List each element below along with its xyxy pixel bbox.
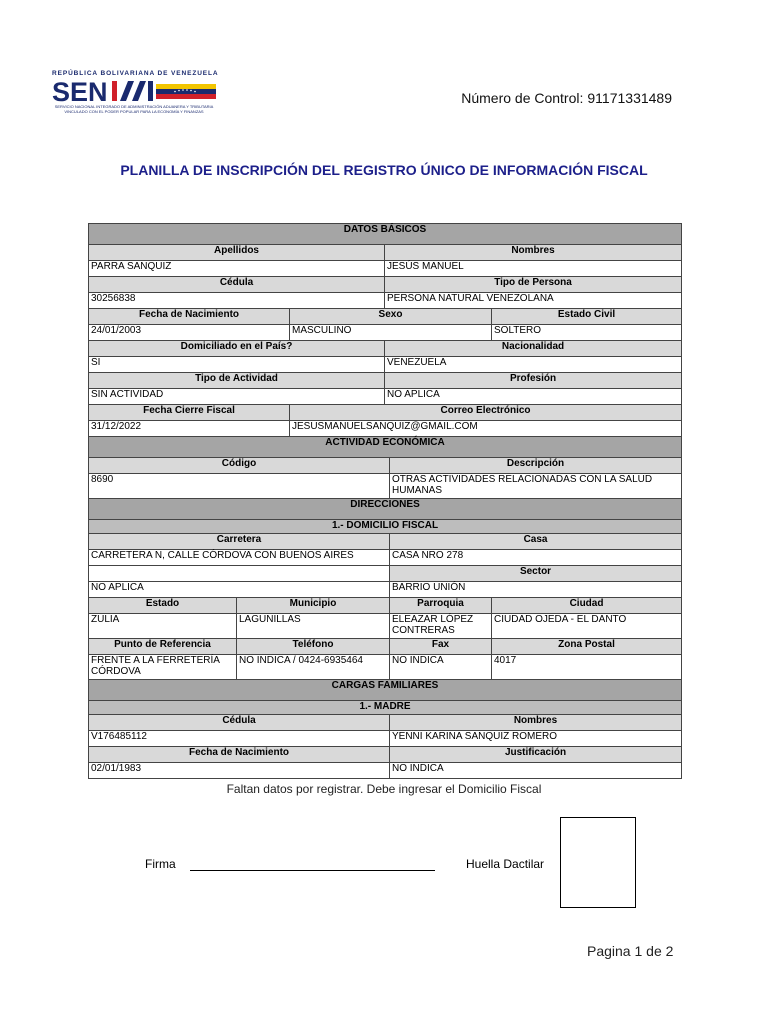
fecha-cierre-label: Fecha Cierre Fiscal bbox=[89, 405, 290, 421]
registration-form-table bbox=[88, 223, 682, 779]
document-title: PLANILLA DE INSCRIPCIÓN DEL REGISTRO ÚNICO DE INFORMACIÓN FISCAL bbox=[120, 162, 648, 178]
apellidos-label: Apellidos bbox=[89, 245, 385, 261]
telefono-value: NO INDICA / 0424-6935464 bbox=[237, 655, 390, 680]
blank-header-cell bbox=[89, 566, 390, 582]
apellidos-value: PARRA SANQUIZ bbox=[89, 261, 385, 277]
ciudad-value: CIUDAD OJEDA - EL DANTO bbox=[492, 614, 682, 639]
sector-label: Sector bbox=[390, 566, 682, 582]
fingerprint-box bbox=[560, 817, 636, 908]
referencia-label: Punto de Referencia bbox=[89, 639, 237, 655]
section-cargas-familiares bbox=[89, 680, 682, 701]
domiciliado-value: SI bbox=[89, 357, 385, 373]
fax-label: Fax bbox=[390, 639, 492, 655]
logo-subtitle-line1: SERVICIO NACIONAL INTEGRADO DE ADMINISTRACIÓN ADUANERA Y TRIBUTARIA bbox=[54, 104, 214, 109]
sector-value: BARRIO UNIÓN bbox=[390, 582, 682, 598]
referencia-value: FRENTE A LA FERRETERÍA CÓRDOVA bbox=[89, 655, 237, 680]
profesion-value: NO APLICA bbox=[385, 389, 682, 405]
estado-civil-label: Estado Civil bbox=[492, 309, 682, 325]
sexo-value: MASCULINO bbox=[290, 325, 492, 341]
section-heading: ACTIVIDAD ECONÓMICA bbox=[89, 437, 682, 458]
zona-postal-label: Zona Postal bbox=[492, 639, 682, 655]
municipio-value: LAGUNILLAS bbox=[237, 614, 390, 639]
descripcion-value: OTRAS ACTIVIDADES RELACIONADAS CON LA SALUD HUMANAS bbox=[390, 474, 682, 499]
nacionalidad-label: Nacionalidad bbox=[385, 341, 682, 357]
tipo-actividad-label: Tipo de Actividad bbox=[89, 373, 385, 389]
control-number-label: Número de Control: bbox=[461, 90, 584, 106]
telefono-label: Teléfono bbox=[237, 639, 390, 655]
ciudad-label: Ciudad bbox=[492, 598, 682, 614]
firma-label: Firma bbox=[145, 857, 176, 871]
fecha-nacimiento-value: 24/01/2003 bbox=[89, 325, 290, 341]
control-number bbox=[461, 90, 672, 106]
madre-fecha-value: 02/01/1983 bbox=[89, 763, 390, 779]
fecha-nacimiento-label: Fecha de Nacimiento bbox=[89, 309, 290, 325]
carretera-value: CARRETERA N, CALLE CÓRDOVA CON BUENOS AIRES bbox=[89, 550, 390, 566]
justificacion-label: Justificación bbox=[390, 747, 682, 763]
nombres-value: JESÚS MANUEL bbox=[385, 261, 682, 277]
madre-subheading: 1.- MADRE bbox=[89, 701, 682, 715]
tipo-actividad-value: SIN ACTIVIDAD bbox=[89, 389, 385, 405]
logo-subtitle bbox=[54, 104, 214, 114]
section-heading: DATOS BÁSICOS bbox=[89, 224, 682, 245]
casa-label: Casa bbox=[390, 534, 682, 550]
justificacion-value: NO INDICA bbox=[390, 763, 682, 779]
estado-value: ZULIA bbox=[89, 614, 237, 639]
domiciliado-label: Domiciliado en el País? bbox=[89, 341, 385, 357]
section-heading: DIRECCIONES bbox=[89, 499, 682, 520]
madre-nombres-label: Nombres bbox=[390, 715, 682, 731]
direccion-left-value: NO APLICA bbox=[89, 582, 390, 598]
madre-fecha-label: Fecha de Nacimiento bbox=[89, 747, 390, 763]
section-direcciones bbox=[89, 499, 682, 520]
profesion-label: Profesión bbox=[385, 373, 682, 389]
parroquia-label: Parroquia bbox=[390, 598, 492, 614]
madre-cedula-label: Cédula bbox=[89, 715, 390, 731]
tipo-persona-label: Tipo de Persona bbox=[385, 277, 682, 293]
seniat-logo-mark bbox=[50, 76, 220, 104]
carretera-label: Carretera bbox=[89, 534, 390, 550]
fecha-cierre-value: 31/12/2022 bbox=[89, 421, 290, 437]
estado-label: Estado bbox=[89, 598, 237, 614]
section-datos-basicos bbox=[89, 224, 682, 245]
municipio-label: Municipio bbox=[237, 598, 390, 614]
page-number: Pagina 1 de 2 bbox=[587, 943, 674, 959]
nombres-label: Nombres bbox=[385, 245, 682, 261]
svg-text:SEN: SEN bbox=[52, 77, 108, 104]
casa-value: CASA NRO 278 bbox=[390, 550, 682, 566]
madre-nombres-value: YENNI KARINA SANQUIZ ROMERO bbox=[390, 731, 682, 747]
missing-data-note: Faltan datos por registrar. Debe ingresar el Domicilio Fiscal bbox=[226, 782, 542, 796]
domicilio-fiscal-subheading: 1.- DOMICILIO FISCAL bbox=[89, 520, 682, 534]
fax-value: NO INDICA bbox=[390, 655, 492, 680]
codigo-value: 8690 bbox=[89, 474, 390, 499]
cedula-label: Cédula bbox=[89, 277, 385, 293]
codigo-label: Código bbox=[89, 458, 390, 474]
control-number-value: 91171331489 bbox=[587, 90, 672, 106]
tipo-persona-value: PERSONA NATURAL VENEZOLANA bbox=[385, 293, 682, 309]
seniat-logo bbox=[50, 70, 220, 120]
zona-postal-value: 4017 bbox=[492, 655, 682, 680]
correo-value: JESUSMANUELSANQUIZ@GMAIL.COM bbox=[290, 421, 682, 437]
section-actividad-economica bbox=[89, 437, 682, 458]
estado-civil-value: SOLTERO bbox=[492, 325, 682, 341]
logo-subtitle-line2: VINCULADO CON EL PODER POPULAR PARA LA ECONOMÍA Y FINANZAS bbox=[64, 109, 204, 114]
cedula-value: 30256838 bbox=[89, 293, 385, 309]
descripcion-label: Descripción bbox=[390, 458, 682, 474]
correo-label: Correo Electrónico bbox=[290, 405, 682, 421]
sexo-label: Sexo bbox=[290, 309, 492, 325]
section-heading: CARGAS FAMILIARES bbox=[89, 680, 682, 701]
signature-line bbox=[190, 870, 435, 871]
huella-label: Huella Dactilar bbox=[466, 857, 545, 871]
nacionalidad-value: VENEZUELA bbox=[385, 357, 682, 373]
madre-cedula-value: V176485112 bbox=[89, 731, 390, 747]
parroquia-value: ELEAZAR LÓPEZ CONTRERAS bbox=[390, 614, 492, 639]
logo-top-text: REPÚBLICA BOLIVARIANA DE VENEZUELA bbox=[52, 70, 219, 77]
